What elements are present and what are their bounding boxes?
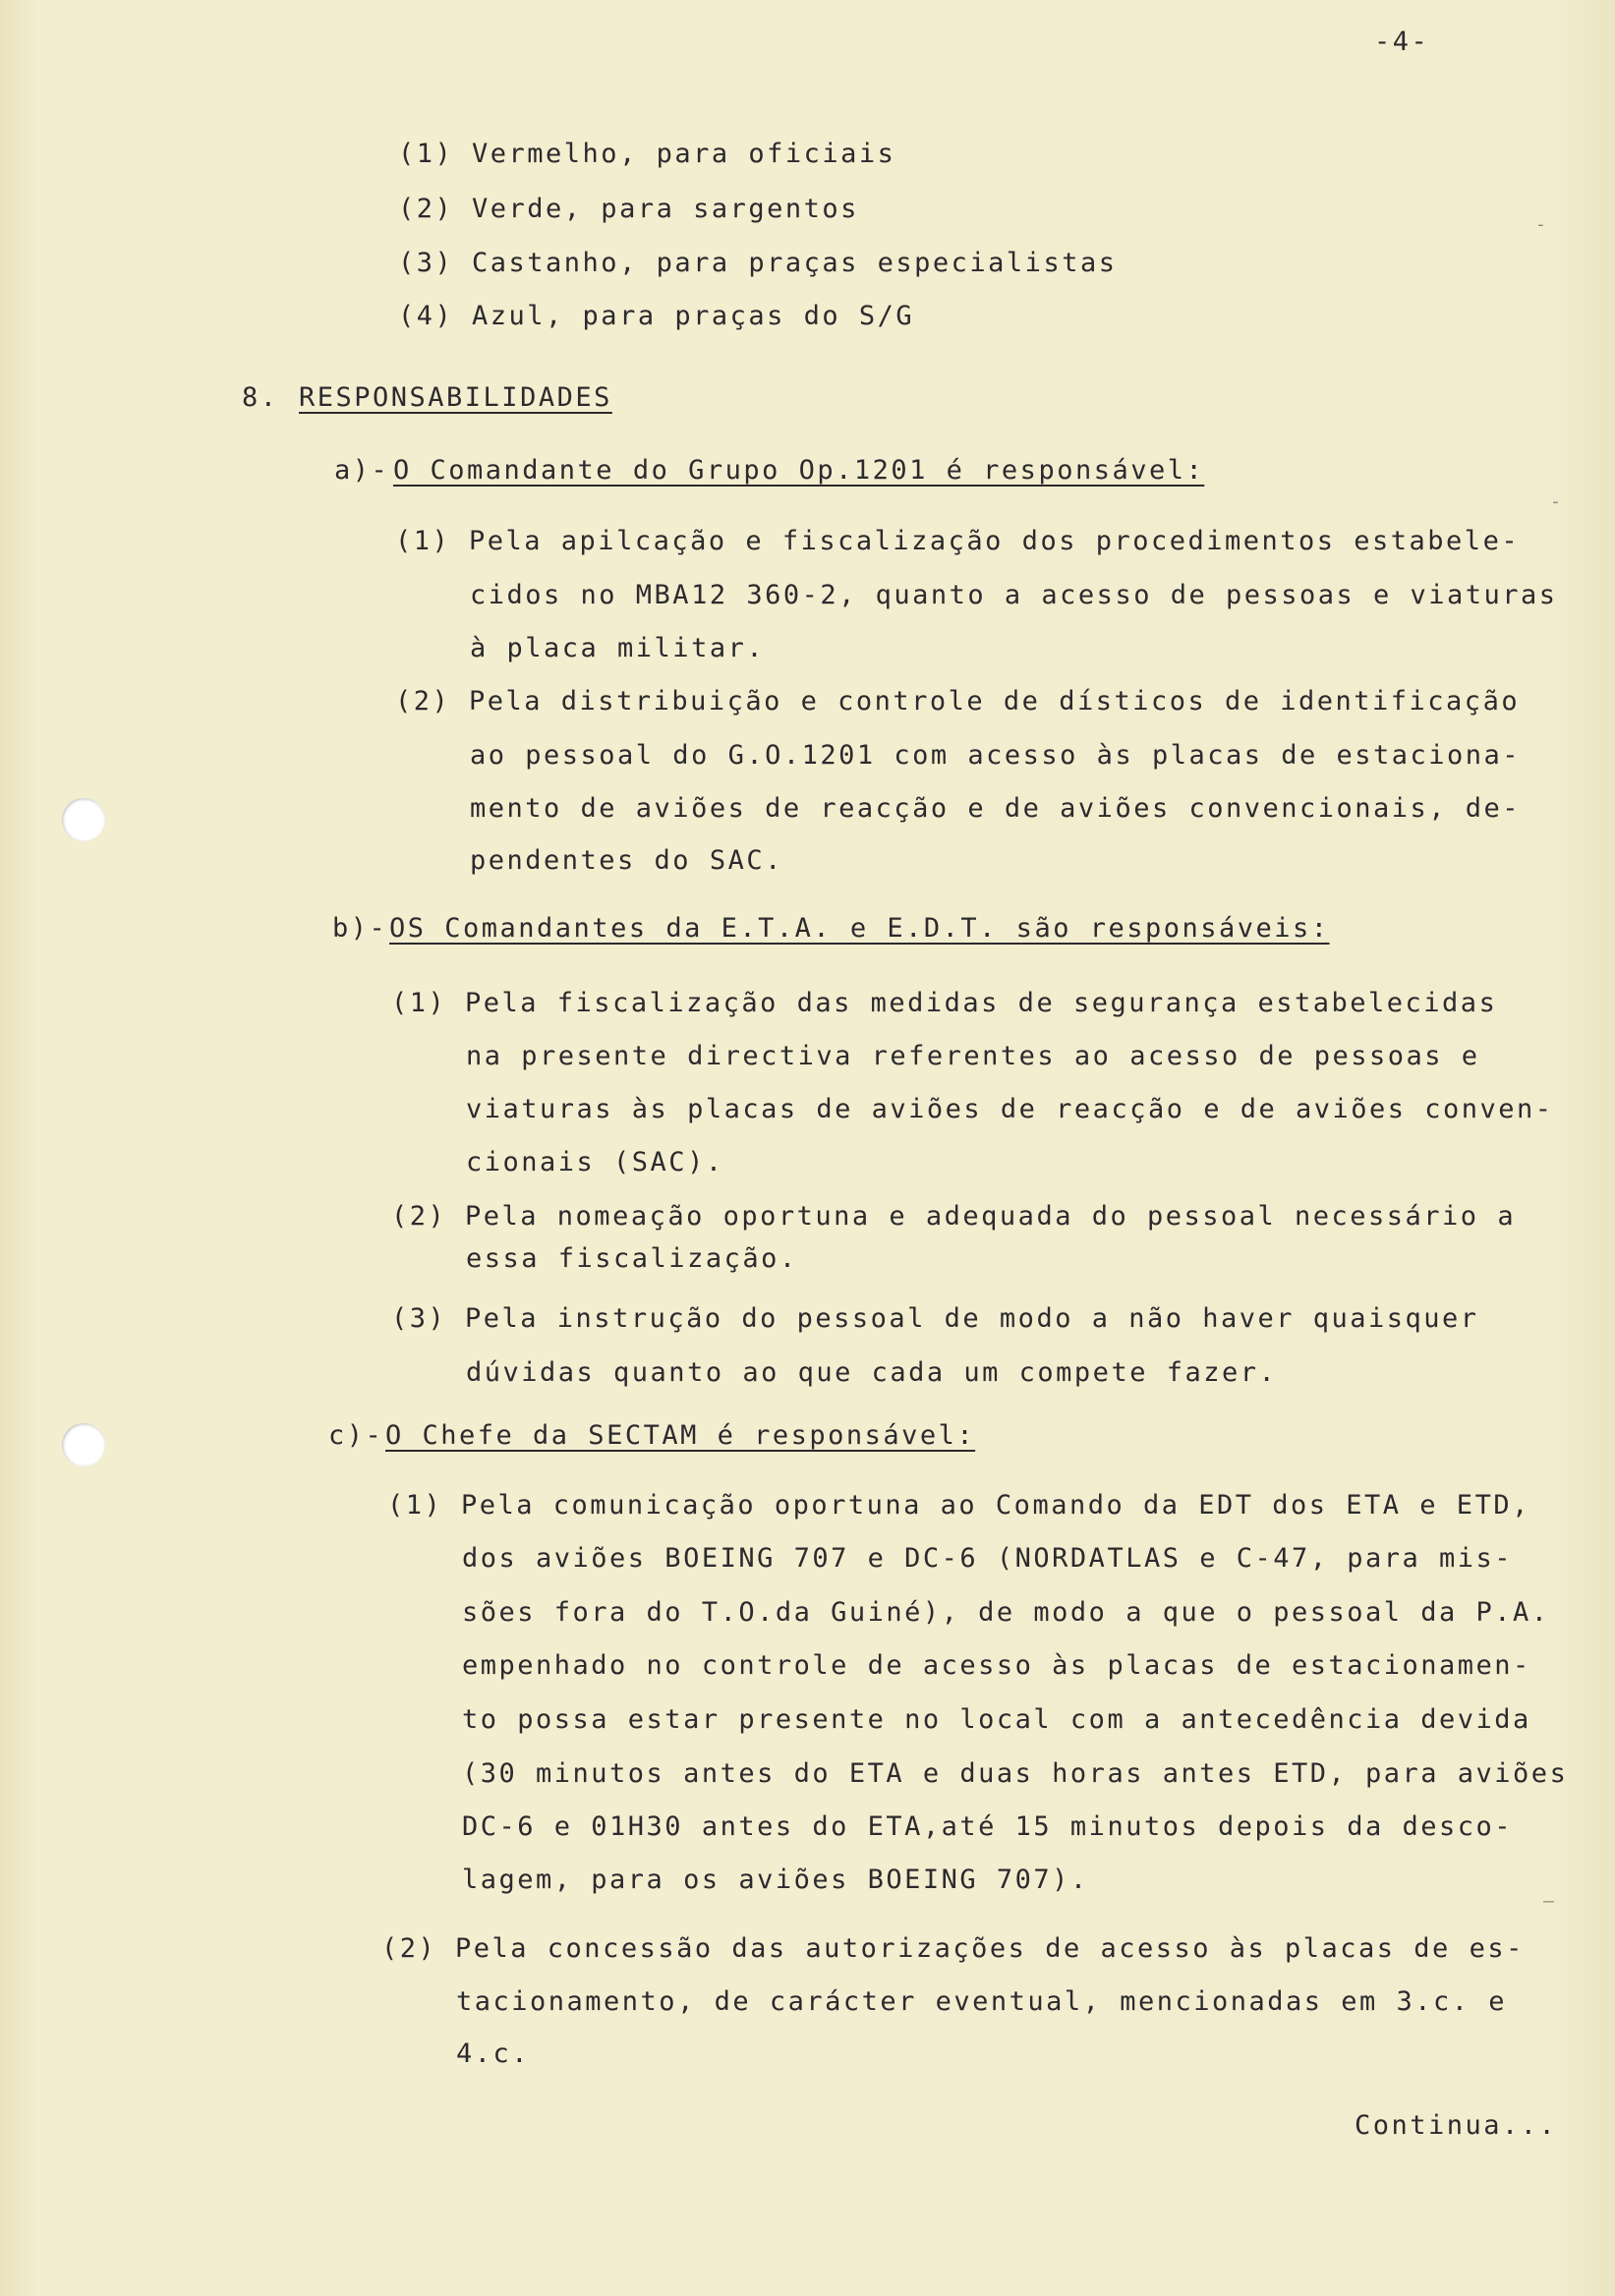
paragraph-line: 4.c.	[456, 2038, 531, 2069]
paragraph-line: essa fiscalização.	[466, 1243, 798, 1274]
paper-mark: -	[1535, 214, 1546, 235]
section-number: 8.	[242, 382, 279, 413]
paragraph-line: lagem, para os aviões BOEING 707).	[462, 1865, 1089, 1895]
paragraph-line: (2) Pela distribuição e controle de dísticos de identificação	[395, 686, 1521, 717]
paragraph-line: DC-6 e 01H30 antes do ETA,até 15 minutos depois da desco-	[462, 1811, 1514, 1842]
subsection-a-prefix: a)-	[334, 455, 390, 486]
continua-note: Continua...	[1355, 2110, 1558, 2141]
paragraph-line: to possa estar presente no local com a antecedência devida	[462, 1704, 1531, 1735]
paragraph-line: cidos no MBA12 360-2, quanto a acesso de pessoas e viaturas	[470, 580, 1558, 610]
paragraph-line: ao pessoal do G.O.1201 com acesso às placas de estaciona-	[470, 740, 1522, 771]
color-list-item: (1) Vermelho, para oficiais	[398, 139, 896, 169]
color-list-item: (2) Verde, para sargentos	[398, 194, 859, 224]
color-list-item: (3) Castanho, para praças especialistas	[398, 248, 1118, 278]
subsection-b-heading: OS Comandantes da E.T.A. e E.D.T. são responsáveis:	[389, 913, 1330, 944]
paragraph-line: dos aviões BOEING 707 e DC-6 (NORDATLAS e C-47, para mis-	[462, 1543, 1514, 1574]
paragraph-line: (1) Pela fiscalização das medidas de segurança estabelecidas	[391, 988, 1498, 1018]
paragraph-line: mento de aviões de reacção e de aviões convencionais, de-	[470, 793, 1522, 824]
paper-mark: —	[1543, 1891, 1554, 1912]
paragraph-line: (3) Pela instrução do pessoal de modo a não haver quaisquer	[391, 1303, 1479, 1334]
paragraph-line: cionais (SAC).	[466, 1147, 724, 1177]
paragraph-line: (1) Pela comunicação oportuna ao Comando da EDT dos ETA e ETD,	[387, 1490, 1530, 1521]
section-title: RESPONSABILIDADES	[299, 382, 612, 413]
punch-hole-top	[62, 798, 105, 841]
paragraph-line: à placa militar.	[470, 633, 766, 663]
paragraph-line: (2) Pela nomeação oportuna e adequada do pessoal necessário a	[391, 1201, 1517, 1232]
paragraph-line: sões fora do T.O.da Guiné), de modo a que o pessoal da P.A.	[462, 1597, 1550, 1628]
paragraph-line: (1) Pela apilcação e fiscalização dos procedimentos estabele-	[395, 526, 1521, 556]
punch-hole-bottom	[62, 1423, 105, 1466]
page-number: -4-	[1374, 27, 1430, 57]
paragraph-line: (2) Pela concessão das autorizações de acesso às placas de es-	[381, 1933, 1525, 1964]
paragraph-line: pendentes do SAC.	[470, 845, 783, 876]
subsection-a-heading: O Comandante do Grupo Op.1201 é responsável:	[393, 455, 1205, 486]
subsection-c-prefix: c)-	[328, 1420, 384, 1451]
subsection-b-prefix: b)-	[332, 913, 388, 944]
paragraph-line: viaturas às placas de aviões de reacção e de aviões conven-	[466, 1094, 1554, 1124]
paper-mark: -	[1550, 491, 1561, 512]
paragraph-line: tacionamento, de carácter eventual, mencionadas em 3.c. e	[456, 1986, 1508, 2017]
paragraph-line: (30 minutos antes do ETA e duas horas antes ETD, para aviões	[462, 1758, 1569, 1789]
subsection-c-heading: O Chefe da SECTAM é responsável:	[385, 1420, 976, 1451]
paragraph-line: dúvidas quanto ao que cada um compete fazer.	[466, 1357, 1278, 1388]
paragraph-line: empenhado no controle de acesso às placas de estacionamen-	[462, 1650, 1531, 1681]
color-list-item: (4) Azul, para praças do S/G	[398, 301, 915, 331]
paragraph-line: na presente directiva referentes ao acesso de pessoas e	[466, 1041, 1480, 1071]
